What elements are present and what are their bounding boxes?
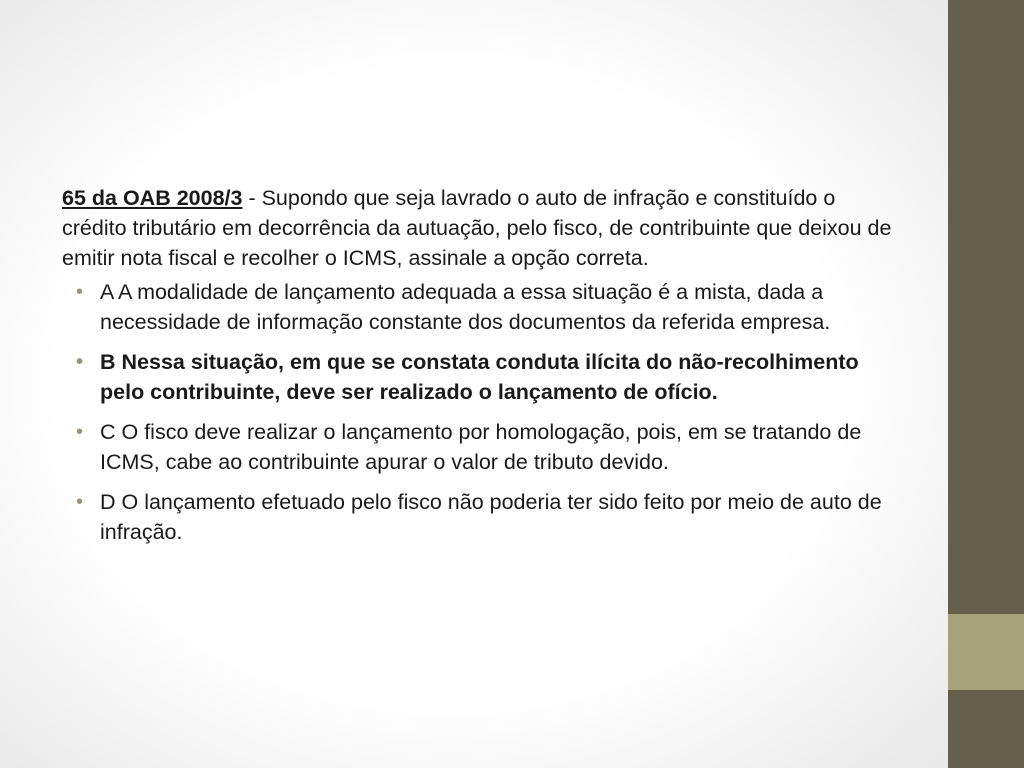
bullet-icon: • (76, 491, 84, 513)
question-text: - Supondo que seja lavrado o auto de infração e constituído o crédito tributário em decorrência da autuação, pelo fisco, de contribuinte que deixou de emitir nota fiscal e recolher o ICMS, assinale a opção correta. (62, 186, 892, 270)
answer-options-list (62, 277, 902, 547)
answer-option-text: D O lançamento efetuado pelo fisco não poderia ter sido feito por meio de auto de infração. (100, 490, 882, 544)
right-bar-accent-block (948, 614, 1024, 690)
answer-option-text: A A modalidade de lançamento adequada a essa situação é a mista, dada a necessidade de informação constante dos documentos da referida empresa. (100, 280, 831, 334)
answer-option-text: B Nessa situação, em que se constata conduta ilícita do não-recolhimento pelo contribuinte, deve ser realizado o lançamento de ofício. (100, 350, 859, 404)
answer-option-d (62, 487, 902, 547)
answer-option-b (62, 347, 902, 407)
bullet-icon: • (76, 351, 84, 373)
answer-option-c (62, 417, 902, 477)
bullet-icon: • (76, 421, 84, 443)
bullet-icon: • (76, 281, 84, 303)
question-intro (62, 183, 902, 273)
question-reference: 65 da OAB 2008/3 (62, 186, 243, 210)
answer-option-text: C O fisco deve realizar o lançamento por homologação, pois, em se tratando de ICMS, cabe ao contribuinte apurar o valor de tributo devido. (100, 420, 862, 474)
right-decorative-bar (948, 0, 1024, 768)
slide-content (62, 183, 902, 557)
answer-option-a (62, 277, 902, 337)
